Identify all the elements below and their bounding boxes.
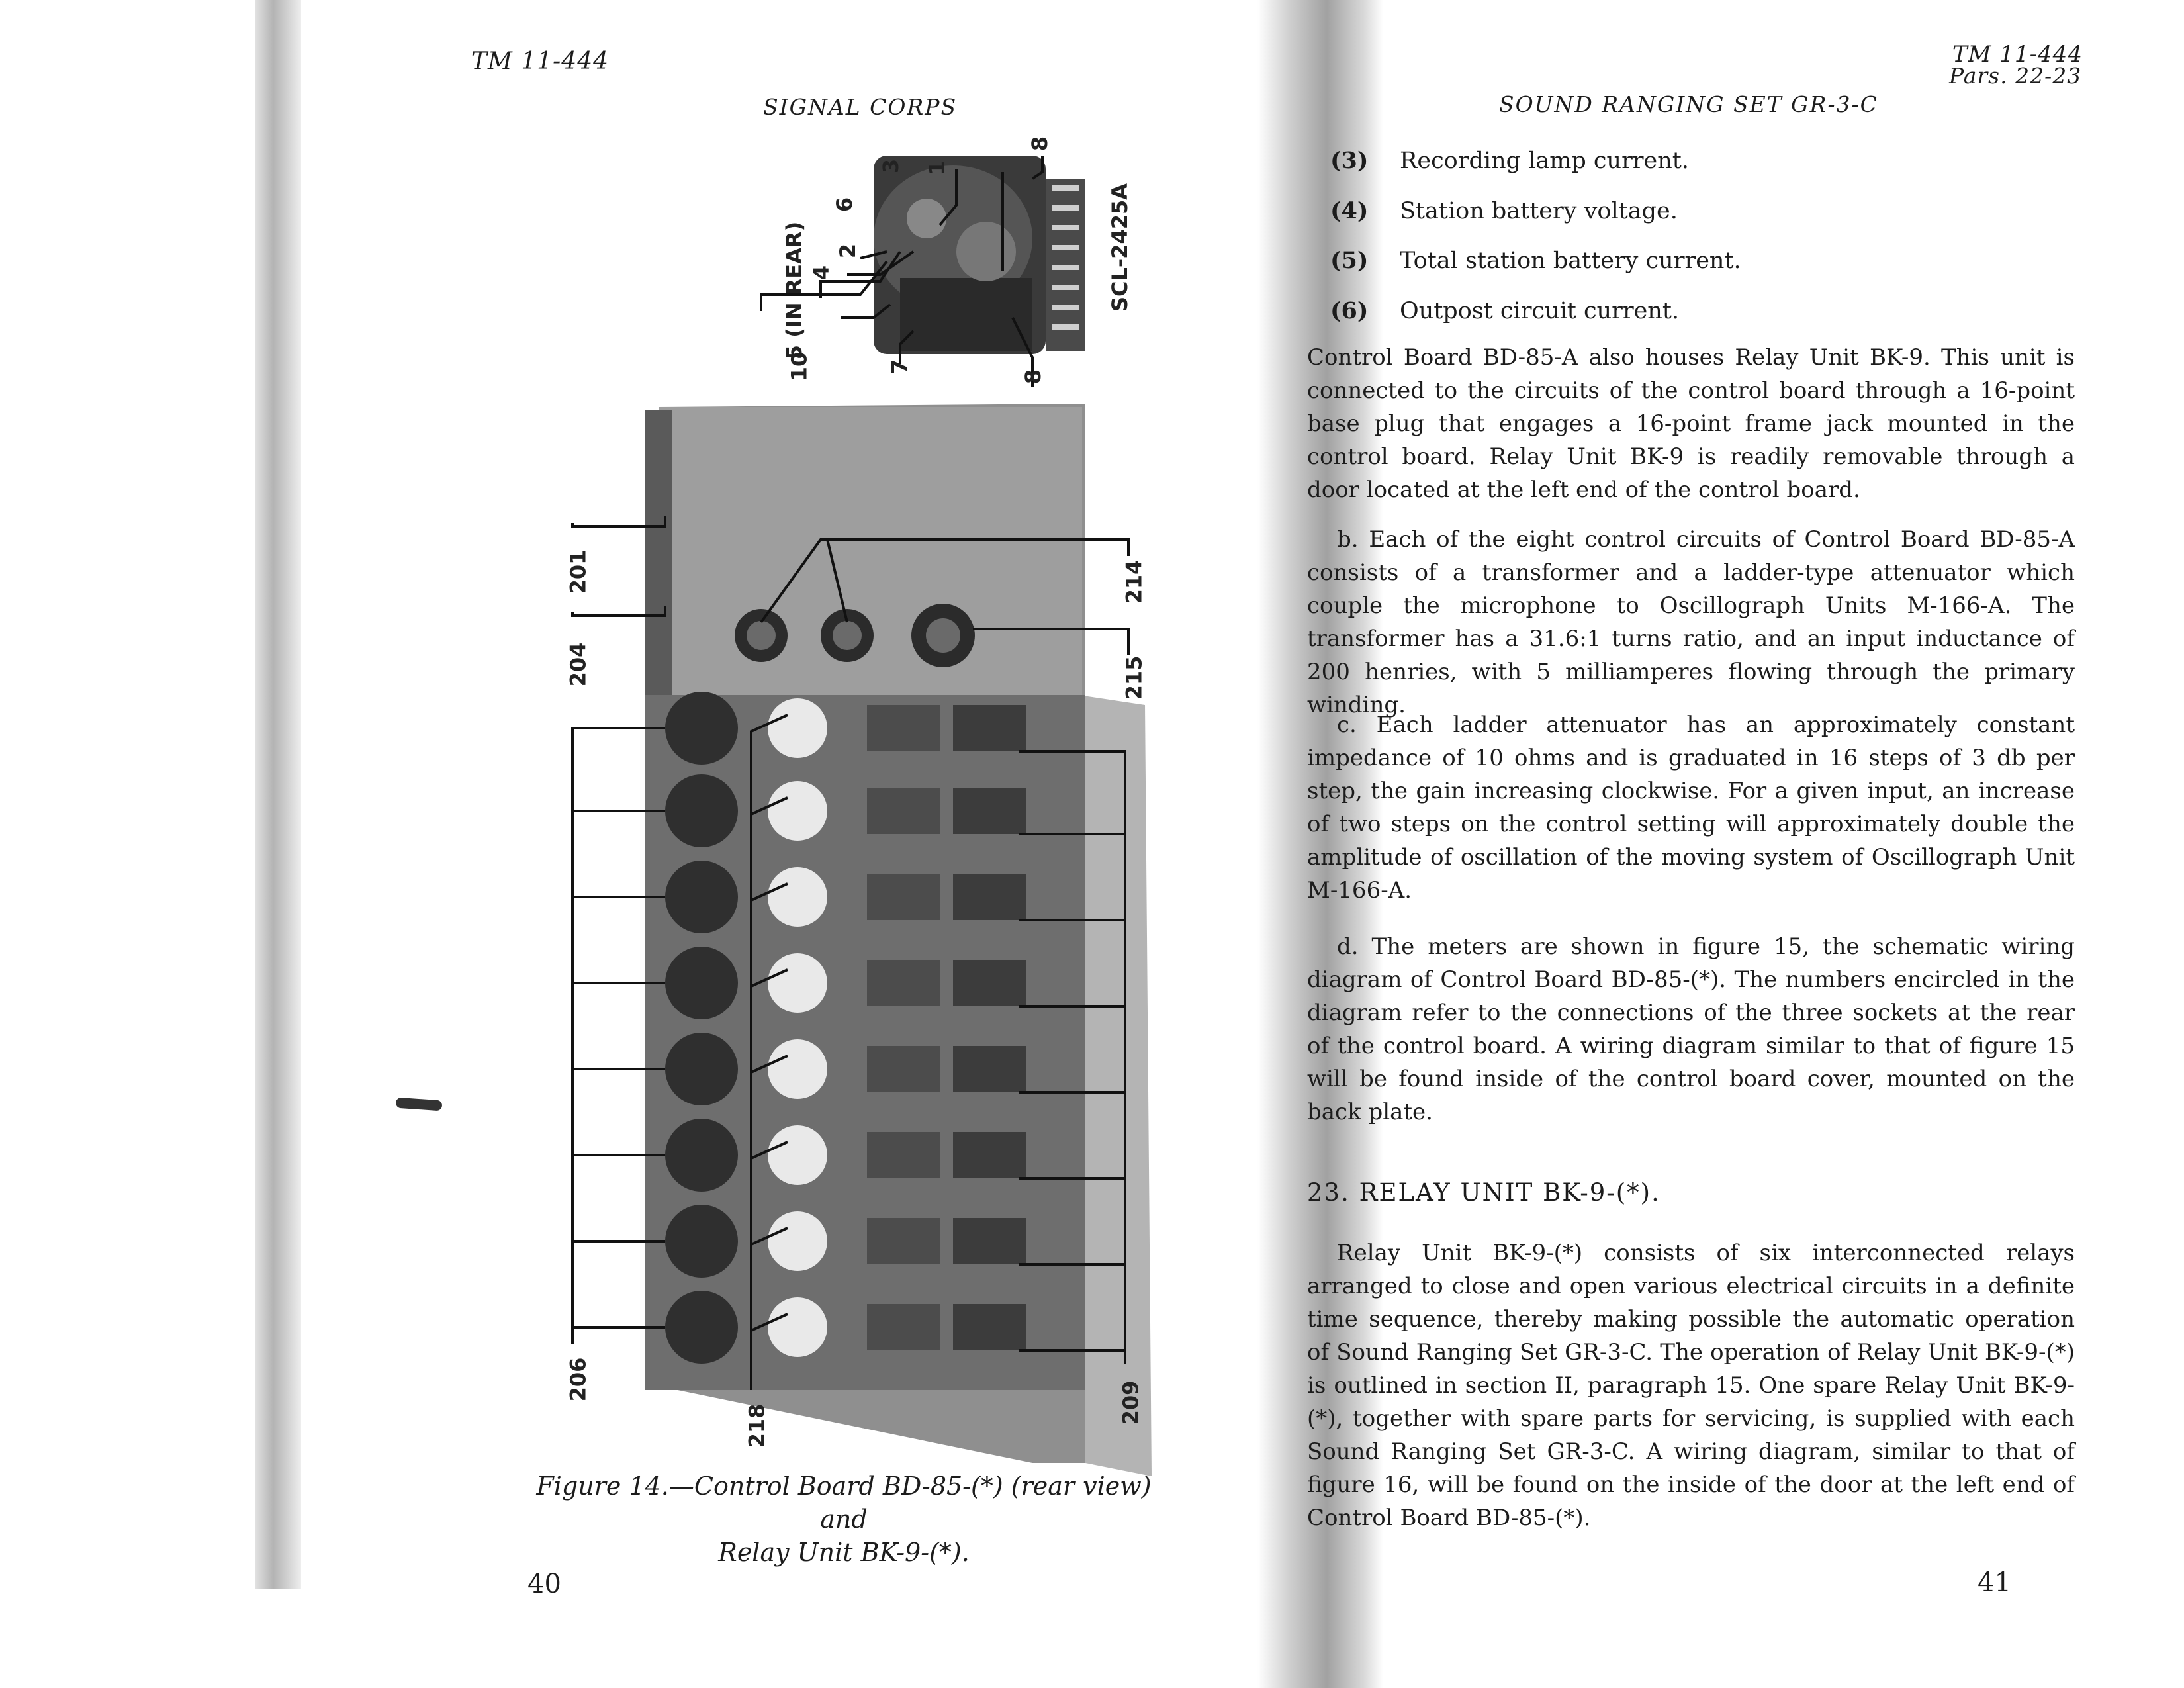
- label-215: 215: [1121, 655, 1147, 700]
- caption-line-2: Relay Unit BK-9-(*).: [718, 1538, 970, 1567]
- list-num: (3): [1330, 147, 1369, 174]
- list-text: Recording lamp current.: [1400, 148, 1689, 174]
- label-2: 2: [835, 243, 861, 259]
- label-7: 8: [1021, 369, 1046, 385]
- paragraph-a: Control Board BD-85-A also houses Relay Unit BK-9. This unit is connected to the circuits of the control board through a 16-point base plug that engages a 16-point frame jack mounted in the control board. Relay Unit BK-9 is readily removable through a door located at the left end of the control board.: [1307, 344, 2075, 503]
- label-3: 3: [878, 158, 904, 174]
- label-in-rear: 5 (IN REAR): [782, 221, 807, 360]
- label-1: 1: [925, 160, 950, 176]
- running-head-right: SOUND RANGING SET GR-3-C: [1499, 91, 1878, 117]
- list-item-3: [1330, 147, 1689, 174]
- list-item-4: [1330, 197, 1678, 224]
- part-code: SCL-2425A: [1107, 183, 1133, 312]
- label-218: 218: [744, 1403, 770, 1448]
- paragraph-23: Relay Unit BK-9-(*) consists of six interconnected relays arranged to close and open various electrical circuits in a definite time sequence, thereby making possible the automatic operation of Sound Ranging Set GR-3-C. The operation of Relay Unit BK-9-(*) is outlined in section II, paragraph 15. One spare Relay Unit BK-9-(*), together with spare parts for servicing, is supplied with each Sound Ranging Set GR-3-C. A wiring diagram, similar to that of figure 16, will be found on the inside of the door at the left end of Control Board BD-85-(*).: [1307, 1240, 2075, 1531]
- list-item-5: [1330, 247, 1741, 274]
- figure-caption: [516, 1470, 1171, 1569]
- label-206: 206: [565, 1357, 591, 1402]
- paragraph-c: c. Each ladder attenuator has an approximately constant impedance of 10 ohms and is graduated in 16 steps of 3 db per step, the gain increasing clockwise. For a given input, an increase of two steps on the control setting will approximately double the amplitude of oscillation of the moving system of Oscillograph Unit M-166-A.: [1307, 712, 2075, 904]
- label-201: 201: [565, 549, 591, 594]
- page-number-left: 40: [527, 1569, 561, 1599]
- caption-line-1: Figure 14.—Control Board BD-85-(*) (rear view) and: [536, 1472, 1152, 1534]
- page-number-right: 41: [1978, 1568, 2011, 1598]
- list-text: Total station battery current.: [1400, 248, 1741, 274]
- control-board-photo: [645, 404, 1152, 1476]
- list-item-6: [1330, 297, 1679, 324]
- paragraph-range: Pars. 22-23: [1949, 63, 2082, 89]
- label-4: 4: [809, 265, 835, 281]
- figure-14: [529, 119, 1158, 1476]
- label-9: 8: [1027, 136, 1053, 152]
- list-text: Outpost circuit current.: [1400, 298, 1680, 324]
- paragraph-b: b. Each of the eight control circuits of Control Board BD-85-A consists of a transformer and a ladder-type attenuator which couple the microphone to Oscillograph Units M-166-A. The transformer has a 31.6:1 turns ratio, and an input inductance of 200 henries, with 5 milliamperes flowing through the primary winding.: [1307, 526, 2075, 718]
- label-6: 6: [832, 197, 858, 212]
- label-214: 214: [1121, 559, 1147, 604]
- paragraph-d: d. The meters are shown in figure 15, the schematic wiring diagram of Control Board BD-85-(*). The numbers encircled in the diagram refer to the connections of the three sockets at the rear of the control board. A wiring diagram similar to that of figure 15 will be found inside of the control board cover, mounted on the back plate.: [1307, 933, 2075, 1125]
- label-209: 209: [1118, 1380, 1144, 1425]
- list-num: (4): [1330, 197, 1369, 224]
- running-head: SIGNAL CORPS: [763, 94, 958, 120]
- section-heading: 23. RELAY UNIT BK-9-(*).: [1307, 1178, 1661, 1207]
- manual-number: TM 11-444: [471, 48, 610, 75]
- label-10: 10: [786, 352, 812, 382]
- list-num: (6): [1330, 297, 1369, 324]
- list-num: (5): [1330, 247, 1369, 274]
- list-text: Station battery voltage.: [1400, 198, 1678, 224]
- manual-number-right: TM 11-444: [1952, 41, 2083, 68]
- relay-unit-photo: [874, 156, 1085, 354]
- figure-illustration: [529, 119, 1158, 1476]
- label-8: 7: [887, 359, 913, 375]
- rear-sockets: [735, 604, 975, 667]
- label-204: 204: [565, 642, 591, 687]
